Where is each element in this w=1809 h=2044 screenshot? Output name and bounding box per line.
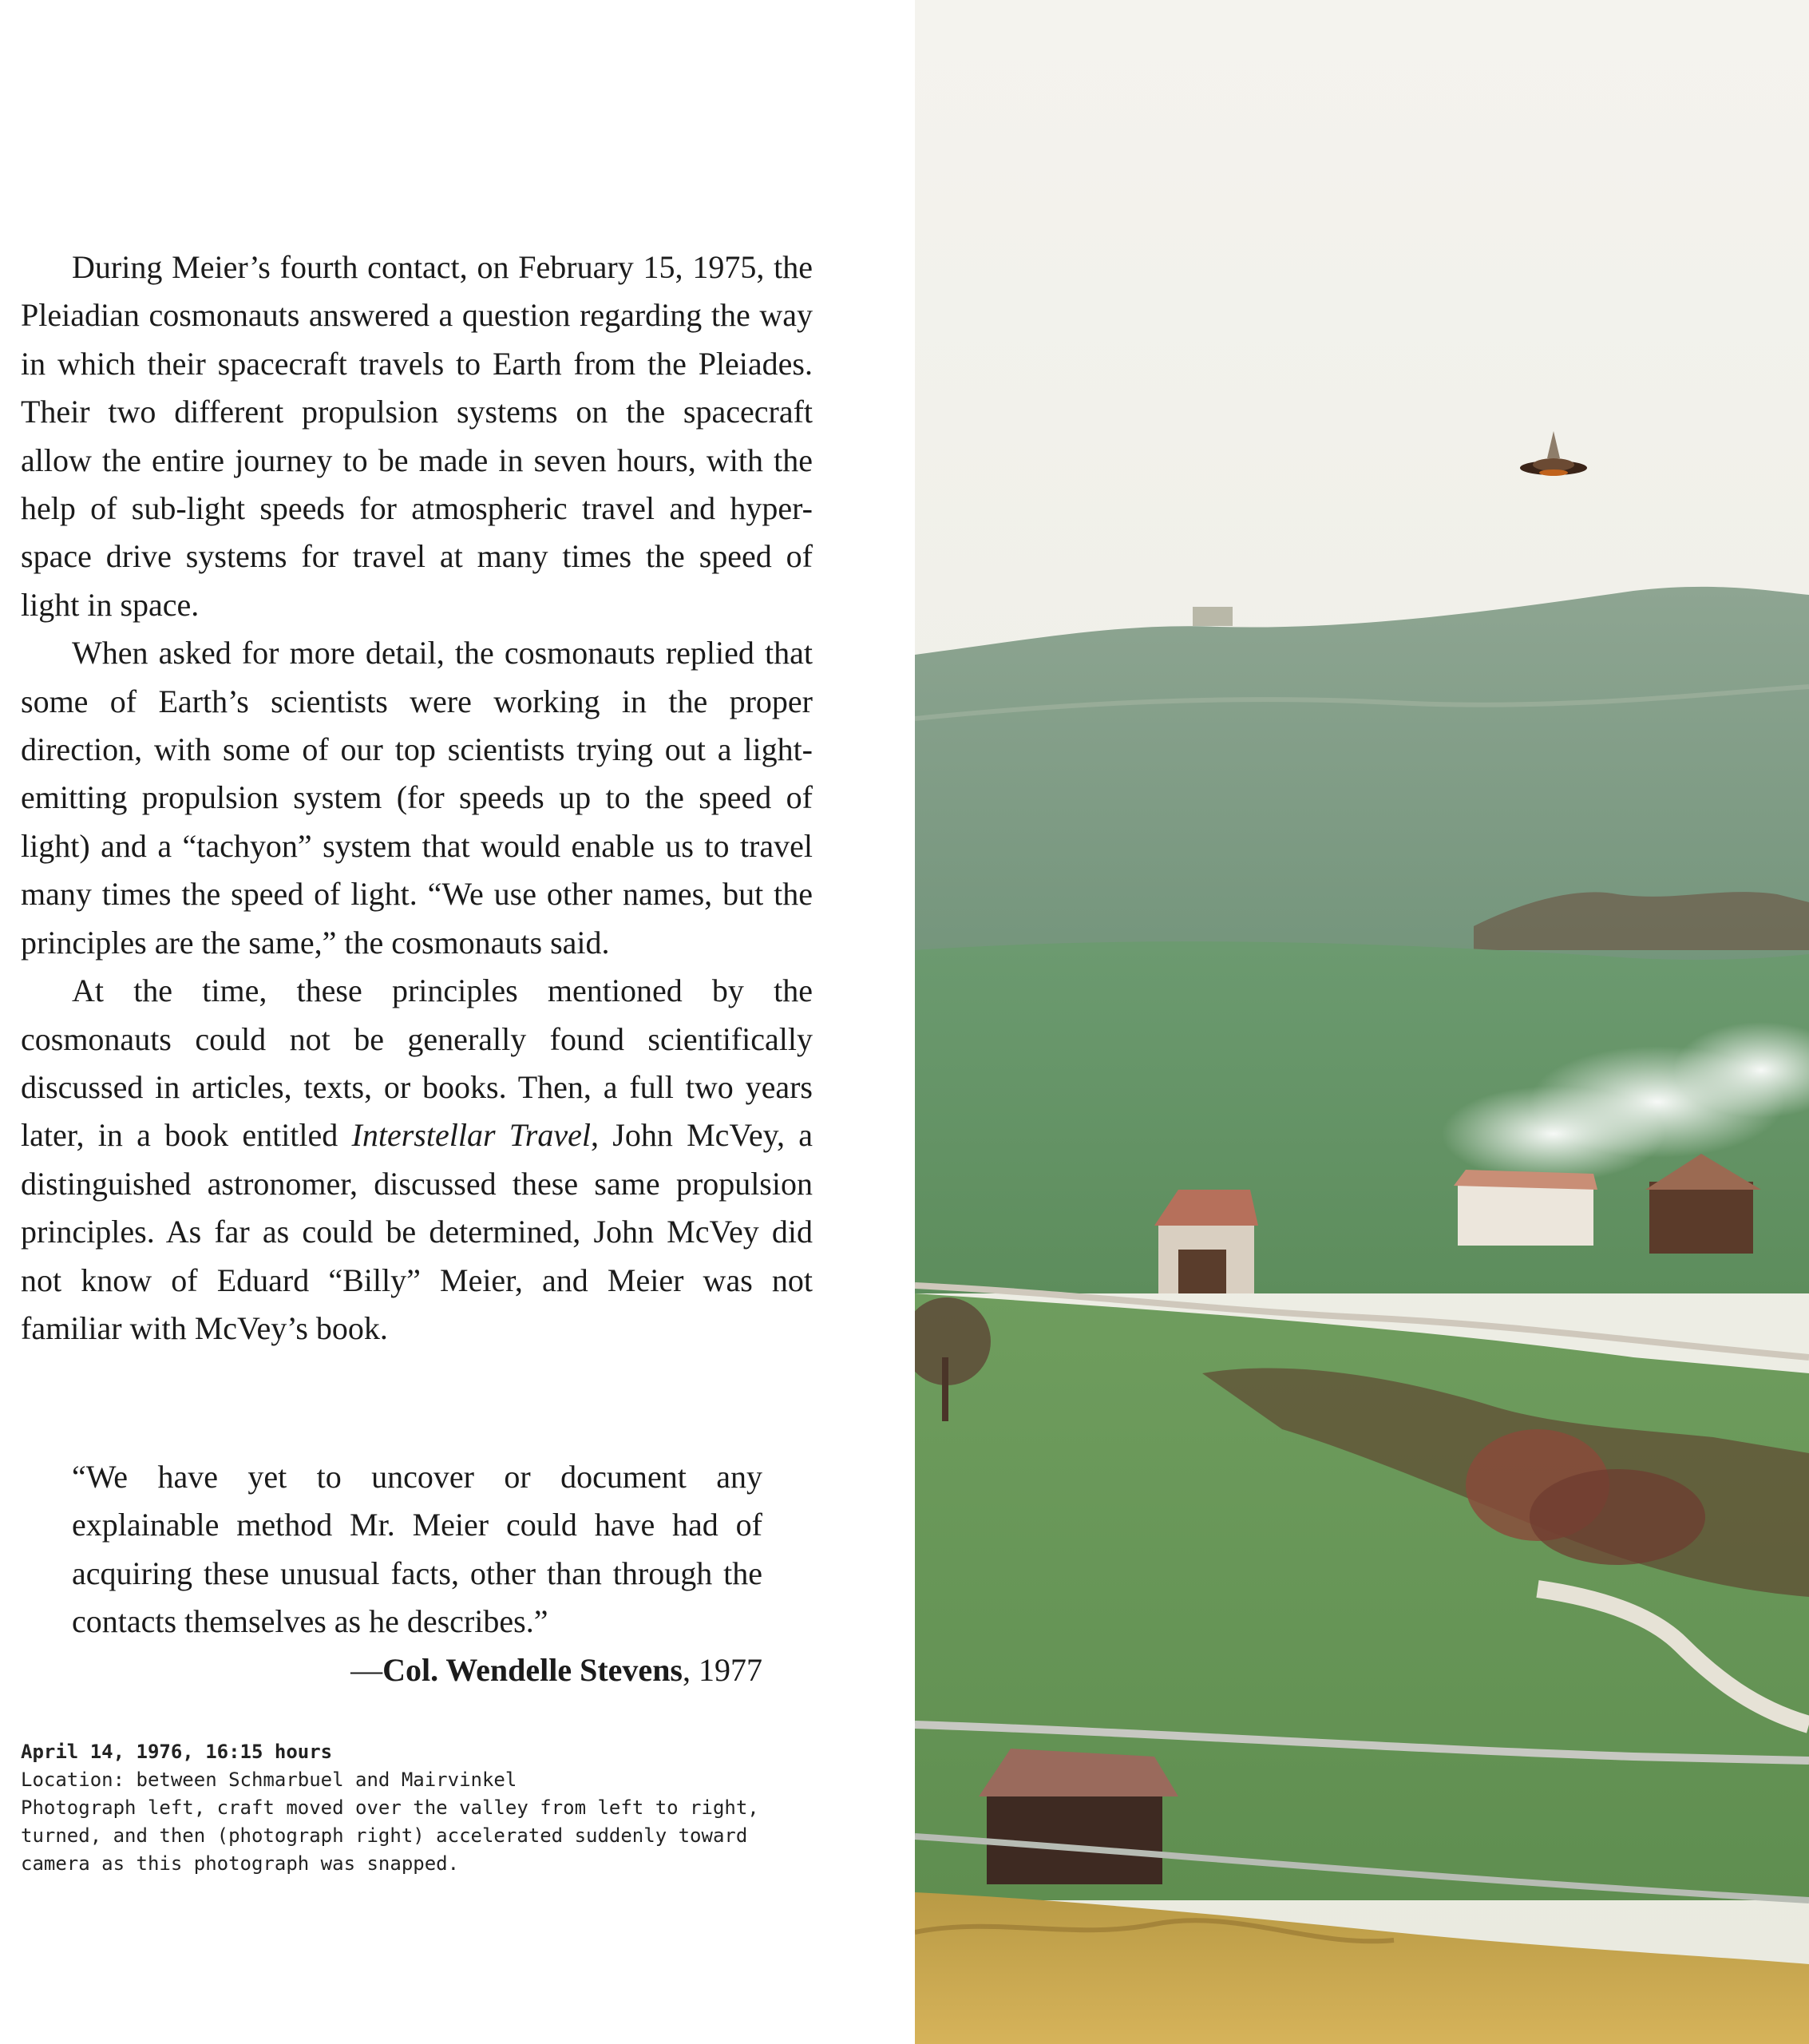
quote-text: “We have yet to uncover or document any explainable method Mr. Meier could have had of acquiring these unusual facts, other than through the contacts themselves as he describes.” [72,1459,762,1640]
book-title: Interstellar Travel [351,1117,591,1154]
caption-location: Location: between Schmarbuel and Mairvinkel [21,1769,517,1791]
body-text [21,244,813,1353]
photo-caption [21,1738,819,1878]
paragraph-1: During Meier’s fourth contact, on February 15, 1975, the Pleiadian cosmonauts answered a question regarding the way in which their spacecraft travels to Earth from the Pleiades. Their two different propulsion systems on the spacecraft allow the entire journey to be made in seven hours, with the help of sub-light speeds for atmospheric travel and hyper-space drive systems for travel at many times the speed of light in space. [21,249,813,623]
quote-dash: — [350,1651,383,1688]
paragraph-3 [21,967,813,1353]
front-barn [979,1749,1178,1884]
caption-description: Photograph left, craft moved over the valley from left to right, turned, and then (photograph right) accelerated suddenly toward camera as this photograph was snapped. [21,1796,759,1875]
paragraph-2: When asked for more detail, the cosmonauts replied that some of Earth’s scientists were working in the proper direction, with some of our top scientists trying out a light-emitting propulsion system (for speeds up to the speed of light) and a “tachyon” system that would enable us to travel many times the speed of light. “We use other names, but the principles are the same,” the cosmonauts said. [21,635,813,961]
quote-attribution [72,1646,762,1694]
caption-title: April 14, 1976, 16:15 hours [21,1741,333,1763]
pull-quote [72,1453,762,1694]
quote-year: , 1977 [683,1651,762,1688]
quote-author: Col. Wendelle Stevens [382,1651,683,1688]
paragraph-3-before: At the time, these principles mentioned by the cosmonauts could not be generally found scientifically discussed in articles, texts, or books. Then, a full two years later, in a book entitled [21,972,813,1154]
landscape-photo [915,0,1809,2044]
paragraph-3-after: , John McVey, a distinguished astronomer, discussed these same propulsion principles. As far as could be determined, John McVey did not know of Eduard “Billy” Meier, and Meier was not familiar with McVey’s book. [21,1117,813,1346]
